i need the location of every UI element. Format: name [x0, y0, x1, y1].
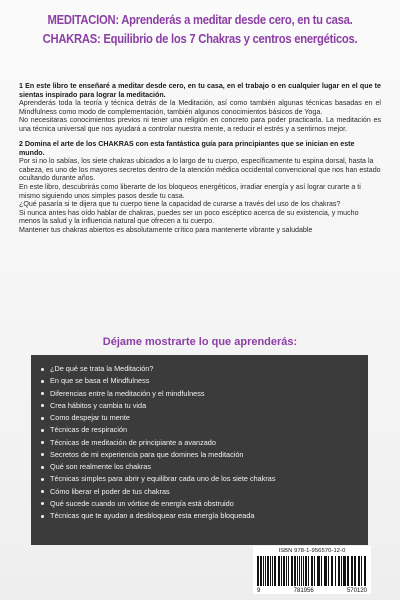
list-item: [41, 424, 368, 436]
list-item-text: Cómo liberar el poder de tus chakras: [50, 486, 170, 496]
list-item: [41, 510, 368, 522]
barcode-stripe: [272, 556, 273, 586]
section2-paragraph-3: ¿Qué pasaría si te dijera que tu cuerpo tiene la capacidad de curarse a través del uso de los chakras?: [19, 200, 341, 209]
list-item-text: Crea hábitos y cambia tu vida: [50, 400, 147, 410]
bullet-icon: [41, 417, 44, 420]
list-item: [41, 412, 368, 424]
barcode-stripe: [325, 556, 327, 586]
list-item: [41, 388, 368, 400]
headline-meditacion: MEDITACION: Aprenderás a meditar desde cero, en tu casa.: [47, 12, 353, 27]
list-item-text: ¿De qué se trata la Meditación?: [50, 364, 154, 373]
list-item-text: Técnicas simples para abrir y equilibrar cada uno de los siete chakras: [50, 474, 276, 484]
bullet-icon: [41, 441, 44, 444]
barcode-stripe: [274, 556, 275, 586]
bullet-icon: [41, 429, 44, 432]
list-item: [41, 486, 368, 498]
bullet-icon: [41, 515, 44, 518]
barcode-stripe: [299, 556, 300, 586]
barcode-digits-right: 570120: [346, 588, 367, 594]
list-item-text: Secretos de mi experiencia para que domines la meditación: [50, 449, 244, 459]
learn-subheading: Déjame mostrarte lo que aprenderás:: [102, 336, 298, 348]
section1-paragraph-2: No necesitaras conocimientos previos ni tener una religión en concreto para poder practicarla. La meditación es una técnica universal que nos ayudará a controlar nuestra mente, a reducir el estrés y a sentirnos mejor.: [19, 116, 381, 133]
barcode-stripe: [292, 556, 293, 586]
bullet-icon: [41, 404, 44, 407]
barcode-stripe: [308, 556, 309, 586]
topics-list-box: [31, 355, 368, 545]
barcode-stripe: [294, 556, 295, 586]
list-item: [41, 461, 368, 473]
list-item-text: Técnicas de meditación de principiante a avanzado: [50, 437, 216, 447]
bullet-icon: [41, 368, 44, 371]
section2-lead: 2 Domina el arte de los CHAKRAS con esta fantástica guía para principiantes que se inician en este mundo.: [19, 140, 355, 157]
barcode-digit-first: 9: [257, 588, 261, 594]
section2-paragraph-2: En este libro, descubrirás como liberarte de los bloqueos energéticos, irradiar energía y así lograr curarte a ti mismo siguiendo unos simples pasos desde tu casa.: [19, 183, 361, 200]
bullet-icon: [41, 453, 44, 456]
bullet-icon: [41, 466, 44, 469]
isbn-barcode: [253, 546, 371, 594]
barcode-stripe: [335, 556, 336, 586]
barcode-stripe: [267, 556, 269, 586]
bullet-icon: [41, 502, 44, 505]
section-chakras: [19, 140, 381, 234]
section2-paragraph-1: Por si no lo sabías, los siete chakras ubicados a lo largo de tu cuerpo, específicamente tu espina dorsal, hasta la cabeza, es uno de los mayores secretos dentro de la atención médica occidental convencional que nos han estado ocultando durante años.: [19, 157, 381, 183]
barcode-stripe: [301, 556, 302, 586]
headline: [0, 10, 400, 48]
headline-chakras: CHAKRAS: Equilibrio de los 7 Chakras y centros energéticos.: [42, 31, 358, 46]
barcode-stripe: [314, 556, 315, 586]
barcode-bars: [257, 556, 367, 586]
description-body: [19, 82, 381, 241]
section2-paragraph-4: Si nunca antes has oído hablar de chakras, puedes ser un poco escéptico acerca de su existencia, y mucho menos la salud y la influencia natural que ofrecen a tu cuerpo.: [19, 208, 359, 226]
list-item: [41, 400, 368, 412]
list-item-text: Qué son realmente los chakras: [50, 462, 151, 471]
list-item-text: Técnicas que te ayudan a desbloquear esta energía bloqueada: [50, 511, 255, 520]
barcode-digits: [257, 587, 367, 595]
section-meditacion: [19, 82, 381, 133]
section1-lead: 1 En este libro te enseñaré a meditar desde cero, en tu casa, en el trabajo o en cualquier lugar en el que te sientas inspirado para lograr la meditación.: [19, 82, 381, 99]
barcode-stripe: [288, 556, 289, 586]
barcode-stripe: [345, 556, 346, 586]
list-item: [41, 449, 368, 461]
list-item: [41, 473, 368, 485]
bullet-icon: [41, 478, 44, 481]
barcode-stripe: [339, 556, 340, 586]
barcode-stripe: [258, 556, 259, 586]
barcode-stripe: [305, 556, 307, 586]
barcode-stripe: [347, 556, 349, 586]
list-item: [41, 375, 368, 387]
section1-paragraph-1: Aprenderás toda la teoría y técnica detrás de la Meditación, así como también algunas técnicas basadas en el Mindfulness como modo de complementación, también algunos conocimientos básicos de Yoga.: [19, 99, 381, 116]
barcode-stripe: [361, 556, 362, 586]
topics-list: [41, 363, 368, 522]
barcode-stripe: [332, 556, 333, 586]
list-item-text: Técnicas de respiración: [50, 425, 128, 435]
list-item-text: Qué sucede cuando un vórtice de energía está obstruido: [50, 498, 234, 508]
bullet-icon: [41, 380, 44, 383]
list-item-text: Diferencias entre la meditación y el mindfulness: [50, 388, 205, 398]
list-item: [41, 437, 368, 449]
list-item-text: En que se basa el Mindfulness: [50, 376, 150, 386]
barcode-stripe: [328, 556, 329, 586]
isbn-label: ISBN 978-1-956570-12-0: [278, 548, 346, 554]
barcode-stripe: [265, 556, 266, 586]
barcode-stripe: [359, 556, 360, 586]
section2-paragraph-5: Mantener tus chakras abiertos es absolutamente crítico para mantenerte vibrante y saludable: [19, 225, 313, 234]
barcode-stripe: [286, 556, 287, 586]
barcode-stripe: [318, 556, 319, 586]
list-item: [41, 498, 368, 510]
barcode-stripe: [321, 556, 322, 586]
bullet-icon: [41, 490, 44, 493]
list-item-text: Como despejar tu mente: [50, 413, 130, 422]
barcode-stripe: [281, 556, 282, 586]
barcode-stripe: [260, 556, 261, 586]
barcode-digits-left: 781956: [293, 588, 314, 594]
barcode-stripe: [341, 556, 342, 586]
bullet-icon: [41, 392, 44, 395]
barcode-stripe: [279, 556, 280, 586]
barcode-stripe: [365, 556, 366, 586]
barcode-stripe: [354, 556, 355, 586]
barcode-stripe: [352, 556, 353, 586]
barcode-stripe: [312, 556, 313, 586]
list-item: [41, 363, 368, 375]
